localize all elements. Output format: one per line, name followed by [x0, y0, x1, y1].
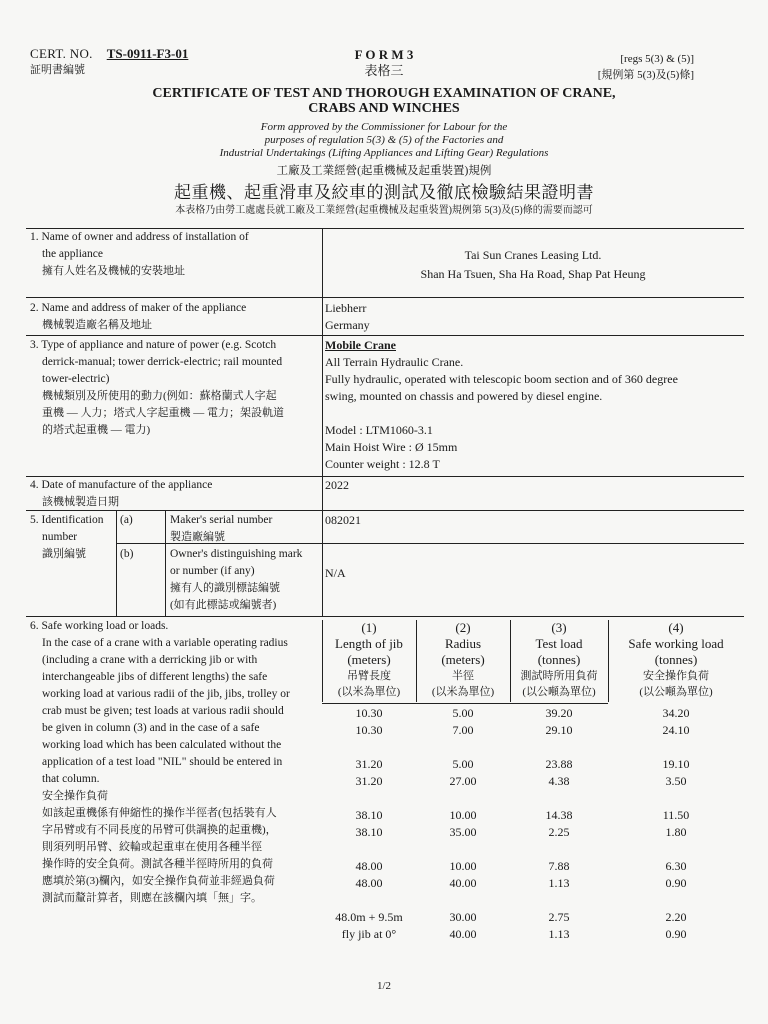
section-3-label-zh-1: 機械類別及所使用的動力(例如：蘇格蘭式人字起: [42, 390, 277, 402]
col-4-title: Safe working load: [628, 636, 724, 651]
table-cell-jib: 48.00: [355, 859, 383, 873]
appliance-model: Model : LTM1060-3.1: [325, 423, 433, 437]
table-cell-test: 14.38: [545, 808, 573, 822]
appliance-desc-2: Fully hydraulic, operated with telescopic boom section and of 360 degree: [325, 372, 678, 386]
table-cell-radius: 5.00: [452, 706, 474, 720]
col-1-unit: (meters): [347, 652, 391, 667]
section-2-value: [325, 300, 370, 334]
col-2-title: Radius: [444, 636, 482, 651]
section-5a-label: [170, 512, 272, 546]
section-4-label: [30, 477, 212, 511]
table-cell-test: 4.38: [548, 774, 570, 788]
col-4-num: (4): [668, 620, 684, 635]
owner-name: Tai Sun Cranes Leasing Ltd.: [464, 248, 602, 262]
table-cell-test: 29.10: [545, 723, 573, 737]
section-1-label-line-1: 1. Name of owner and address of installation of: [30, 231, 249, 243]
section-6-label-line: 操作時的安全負荷。測試各種半徑時所用的負荷: [42, 858, 273, 870]
section-6-label: [30, 618, 320, 907]
table-cell-jib: 31.20: [355, 774, 383, 788]
section-3-label-line-3: tower-electric): [42, 373, 110, 385]
col-4-zh-unit: (以公噸為單位): [639, 686, 713, 698]
table-cell-test: 23.88: [545, 757, 573, 771]
section-3-label-line-2: derrick-manual; tower derrick-electric; rail mounted: [42, 356, 283, 368]
owner-mark-value: N/A: [325, 566, 346, 580]
section-3-value: [325, 337, 741, 473]
section-6-label-line: 測試而釐計算者，則應在該欄內填「無」字。: [42, 892, 262, 904]
regulation-zh: 工廠及工業經營(起重機械及起重裝置)規例: [276, 165, 492, 177]
vrule-5-b: [165, 510, 166, 616]
col-4-zh: 安全操作負荷: [643, 670, 709, 682]
col-1-zh-unit: (以米為單位): [337, 686, 401, 698]
col-3-title: Test load: [535, 636, 583, 651]
appliance-type: Mobile Crane: [325, 338, 396, 352]
section-5-label-line-1: 5. Identification: [30, 514, 104, 526]
table-cell-jib: 48.00: [355, 876, 383, 890]
table-cell-radius: 7.00: [452, 723, 474, 737]
maker-serial-value: 082021: [325, 513, 361, 527]
section-1-label: [30, 229, 249, 280]
col-2-zh-unit: (以米為單位): [431, 686, 495, 698]
col-1-zh: 吊臂長度: [347, 670, 391, 682]
section-4-label-zh: 該機械製造日期: [42, 496, 119, 508]
approved-line-1: Form approved by the Commissioner for Labour for the: [260, 121, 508, 133]
manufacture-date: 2022: [325, 478, 349, 492]
col-4-unit: (tonnes): [654, 652, 698, 667]
col-3-num: (3): [551, 620, 567, 635]
maker-serial-label-zh: 製造廠編號: [170, 531, 225, 543]
approval-note: [0, 121, 768, 160]
table-cell-jib: 10.30: [355, 723, 383, 737]
column-2-header: [416, 620, 510, 700]
page-number: 1/2: [376, 980, 392, 992]
section-1-label-line-2: the appliance: [42, 248, 103, 260]
main-hoist-wire: Main Hoist Wire : Ø 15mm: [325, 440, 458, 454]
table-cell-jib: 48.0m + 9.5m: [335, 910, 403, 924]
regs-block: [598, 51, 694, 83]
col-2-unit: (meters): [441, 652, 485, 667]
certificate-title: [0, 86, 768, 116]
table-cell-test: 2.25: [548, 825, 570, 839]
section-3-label-line-1: 3. Type of appliance and nature of power (e.g. Scotch: [30, 339, 277, 351]
section-3-label-zh-3: 的塔式起重機 — 電力): [42, 424, 151, 436]
table-cell-radius: 27.00: [449, 774, 477, 788]
table-cell-test: 1.13: [548, 876, 570, 890]
rule-colhead: [322, 703, 608, 704]
col-1-num: (1): [361, 620, 377, 635]
col-2-num: (2): [455, 620, 471, 635]
table-cell-radius: 30.00: [449, 910, 477, 924]
regs-ref: [regs 5(3) & (5)]: [620, 53, 694, 65]
vrule-main: [322, 228, 323, 616]
table-cell-test: 1.13: [548, 927, 570, 941]
col-2-zh: 半徑: [452, 670, 474, 682]
section-6-label-line: 應填於第(3)欄內，如安全操作負荷並非經過負荷: [42, 875, 275, 887]
certificate-title-zh: 起重機、起重滑車及絞車的測試及徹底檢驗結果證明書: [174, 183, 594, 202]
regs-ref-zh: [規例第 5(3)及(5)條]: [597, 69, 694, 81]
title-line-1: CERTIFICATE OF TEST AND THOROUGH EXAMINATION OF CRANE,: [152, 86, 616, 101]
table-cell-jib: 38.10: [355, 808, 383, 822]
section-6-label-line: 安全操作負荷: [42, 790, 108, 802]
approved-line-3: Industrial Undertakings (Lifting Appliances and Lifting Gear) Regulations: [219, 147, 549, 159]
table-cell-radius: 40.00: [449, 927, 477, 941]
table-cell-radius: 40.00: [449, 876, 477, 890]
section-6-label-line: crab must be given; test loads at various radii should: [42, 705, 284, 717]
table-cell-jib: fly jib at 0°: [341, 927, 397, 941]
table-cell-swl: 34.20: [662, 706, 690, 720]
cert-no-label-zh: 証明書編號: [30, 64, 85, 76]
cert-no-label: CERT. NO.: [30, 46, 93, 61]
col-3-unit: (tonnes): [537, 652, 581, 667]
rule-2: [26, 335, 744, 336]
table-cell-jib: 38.10: [355, 825, 383, 839]
owner-mark-label-2: or number (if any): [170, 565, 255, 577]
rule-5: [26, 616, 744, 617]
section-5b-tag: (b): [120, 548, 134, 560]
section-6-label-line: 則須列明吊臂、絞輪或起重車在使用各種半徑: [42, 841, 262, 853]
section-6-label-line: that column.: [42, 773, 100, 785]
section-6-label-line: 字吊臂或有不同長度的吊臂可供調換的起重機)，: [42, 824, 277, 836]
section-6-label-line: working load which has been calculated without the: [42, 739, 282, 751]
section-6-label-line: In the case of a crane with a variable operating radius: [42, 637, 288, 649]
table-cell-swl: 0.90: [665, 927, 687, 941]
section-6-label-line: 如該起重機係有伸縮性的操作半徑者(包括裝有人: [42, 807, 277, 819]
form-title-zh: 表格三: [364, 63, 404, 78]
cert-no-value: TS-0911-F3-01: [106, 46, 189, 61]
table-cell-swl: 3.50: [665, 774, 687, 788]
section-1-value: [322, 247, 744, 283]
section-2-label-line: 2. Name and address of maker of the appliance: [30, 302, 247, 314]
section-5-label-line-2: number: [42, 531, 78, 543]
form-title: F O R M 3: [354, 47, 414, 62]
section-5-label-zh: 識別編號: [42, 548, 86, 560]
table-cell-radius: 10.00: [449, 859, 477, 873]
appliance-desc-3: swing, mounted on chassis and powered by diesel engine.: [325, 389, 603, 403]
section-6-label-line: (including a crane with a derricking jib or with: [42, 654, 258, 666]
section-6-label-line: 6. Safe working load or loads.: [30, 620, 169, 632]
table-cell-test: 7.88: [548, 859, 570, 873]
table-cell-radius: 10.00: [449, 808, 477, 822]
section-3-label-zh-2: 重機 — 人力；塔式人字起重機 — 電力；架設軌道: [42, 407, 284, 419]
vrule-5-a: [116, 510, 117, 616]
table-cell-swl: 24.10: [662, 723, 690, 737]
owner-mark-label-zh-1: 擁有人的識別標誌編號: [170, 582, 280, 594]
table-cell-jib: 10.30: [355, 706, 383, 720]
table-cell-swl: 2.20: [665, 910, 687, 924]
table-cell-test: 39.20: [545, 706, 573, 720]
approval-note-zh: 本表格乃由勞工處處長就工廠及工業經營(起重機械及起重裝置)規例第 5(3)及(5)條的需要而認可: [175, 205, 593, 216]
section-2-label: [30, 300, 246, 334]
owner-address: Shan Ha Tsuen, Sha Ha Road, Shap Pat Heung: [420, 267, 646, 281]
rule-1: [26, 297, 744, 298]
section-6-label-line: working load at various radii of the jib, jibs, trolley or: [42, 688, 290, 700]
counter-weight: Counter weight : 12.8 T: [325, 457, 440, 471]
maker-name: Liebherr: [325, 301, 367, 315]
table-cell-test: 2.75: [548, 910, 570, 924]
table-cell-swl: 0.90: [665, 876, 687, 890]
owner-mark-label-zh-2: (如有此標誌或編號者): [170, 599, 277, 611]
section-5b-label: [170, 546, 302, 614]
section-6-label-line: be given in column (3) and in the case of a safe: [42, 722, 260, 734]
column-4-header: [608, 620, 744, 700]
section-1-label-zh: 擁有人姓名及機械的安裝地址: [42, 265, 185, 277]
section-2-label-zh: 機械製造廠名稱及地址: [42, 319, 152, 331]
table-cell-radius: 35.00: [449, 825, 477, 839]
table-cell-jib: 31.20: [355, 757, 383, 771]
col-3-zh-unit: (以公噸為單位): [522, 686, 596, 698]
table-cell-radius: 5.00: [452, 757, 474, 771]
table-cell-swl: 19.10: [662, 757, 690, 771]
maker-country: Germany: [325, 318, 370, 332]
maker-serial-label: Maker's serial number: [170, 514, 273, 526]
table-cell-swl: 6.30: [665, 859, 687, 873]
column-1-header: [322, 620, 416, 700]
approved-line-2: purposes of regulation 5(3) & (5) of the Factories and: [264, 134, 504, 146]
owner-mark-label-1: Owner's distinguishing mark: [170, 548, 303, 560]
column-3-header: [510, 620, 608, 700]
table-cell-swl: 11.50: [662, 808, 690, 822]
col-1-title: Length of jib: [335, 636, 403, 651]
title-line-2: CRABS AND WINCHES: [308, 101, 460, 116]
col-3-zh: 測試時所用負荷: [520, 670, 598, 682]
appliance-desc-1: All Terrain Hydraulic Crane.: [325, 355, 464, 369]
section-6-label-line: application of a test load "NIL" should be entered in: [42, 756, 283, 768]
table-cell-swl: 1.80: [665, 825, 687, 839]
section-5a-tag: (a): [120, 514, 133, 526]
section-6-label-line: interchangeable jibs of different lengths) the safe: [42, 671, 268, 683]
section-3-label: [30, 337, 284, 439]
section-5-label: [30, 512, 103, 563]
section-4-label-line: 4. Date of manufacture of the appliance: [30, 479, 213, 491]
